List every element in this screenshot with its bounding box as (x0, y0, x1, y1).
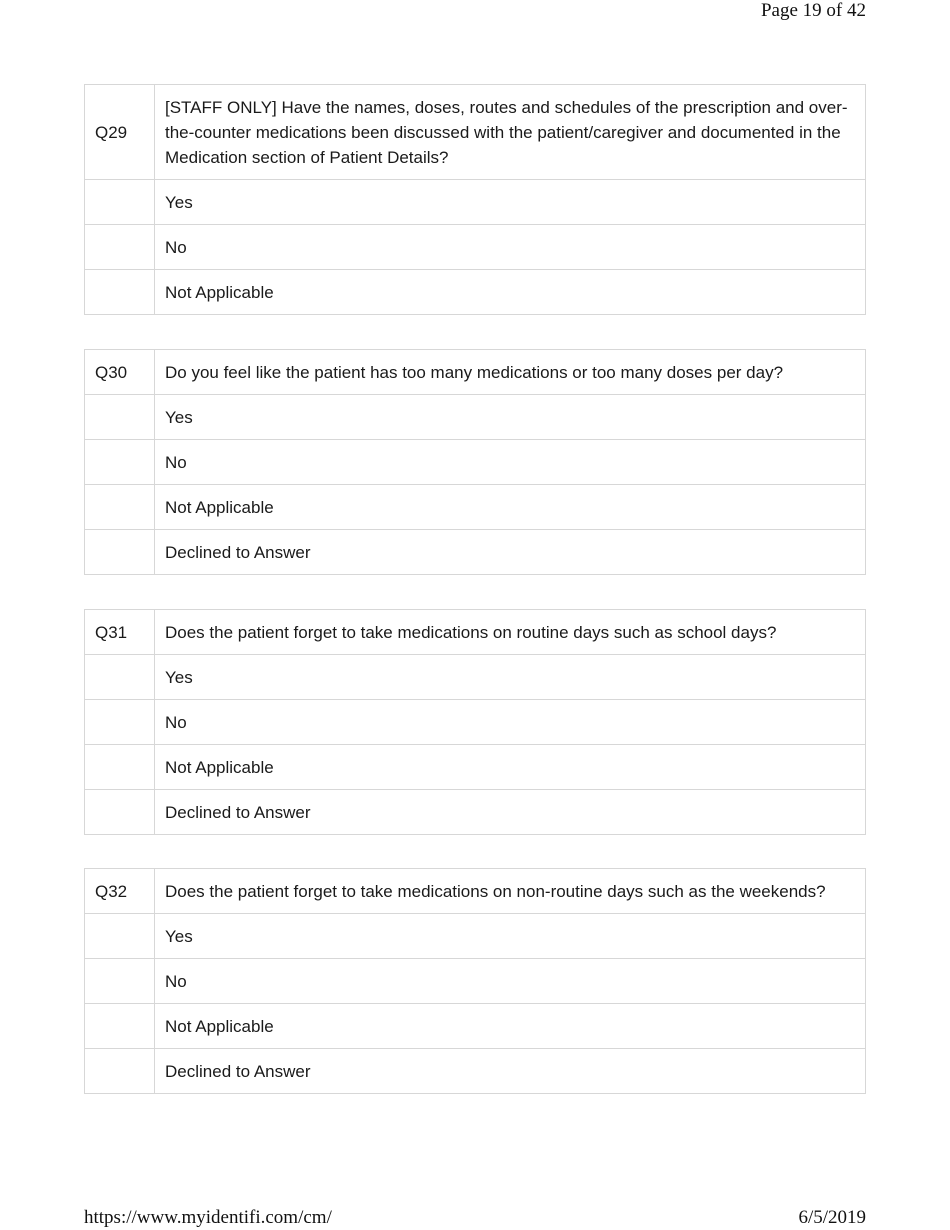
page-number: Page 19 of 42 (760, 0, 866, 21)
option-label[interactable]: Not Applicable (155, 270, 866, 315)
option-row[interactable] (85, 485, 866, 530)
option-label[interactable]: Declined to Answer (155, 790, 866, 835)
option-row[interactable] (85, 225, 866, 270)
option-label[interactable]: Not Applicable (155, 485, 866, 530)
question-row (85, 85, 866, 180)
option-label[interactable]: No (155, 440, 866, 485)
option-row[interactable] (85, 700, 866, 745)
question-table-q31 (84, 609, 866, 835)
option-label[interactable]: Not Applicable (155, 1004, 866, 1049)
option-row[interactable] (85, 790, 866, 835)
option-row[interactable] (85, 655, 866, 700)
question-text: Does the patient forget to take medications on routine days such as school days? (155, 610, 866, 655)
question-number: Q32 (85, 869, 155, 914)
option-label[interactable]: Declined to Answer (155, 1049, 866, 1094)
question-number: Q31 (85, 610, 155, 655)
question-table-q30 (84, 349, 866, 575)
option-label[interactable]: Yes (155, 655, 866, 700)
question-table-q29 (84, 84, 866, 315)
question-table-q32 (84, 868, 866, 1094)
option-label[interactable]: No (155, 700, 866, 745)
option-row[interactable] (85, 745, 866, 790)
question-row (85, 350, 866, 395)
option-row[interactable] (85, 1004, 866, 1049)
question-number: Q30 (85, 350, 155, 395)
option-row[interactable] (85, 270, 866, 315)
question-text: Do you feel like the patient has too many medications or too many doses per day? (155, 350, 866, 395)
option-row[interactable] (85, 1049, 866, 1094)
question-text: [STAFF ONLY] Have the names, doses, routes and schedules of the prescription and over-the-counter medications been discussed with the patient/caregiver and documented in the Medication section of Patient Details? (155, 85, 866, 180)
question-text: Does the patient forget to take medications on non-routine days such as the weekends? (155, 869, 866, 914)
option-label[interactable]: No (155, 225, 866, 270)
question-row (85, 610, 866, 655)
option-row[interactable] (85, 530, 866, 575)
option-row[interactable] (85, 959, 866, 1004)
footer-date: 6/5/2019 (798, 1207, 866, 1228)
option-label[interactable]: Not Applicable (155, 745, 866, 790)
question-number: Q29 (85, 85, 155, 180)
question-row (85, 869, 866, 914)
option-row[interactable] (85, 180, 866, 225)
option-label[interactable]: Yes (155, 395, 866, 440)
option-row[interactable] (85, 914, 866, 959)
option-label[interactable]: Declined to Answer (155, 530, 866, 575)
option-label[interactable]: Yes (155, 914, 866, 959)
option-row[interactable] (85, 395, 866, 440)
option-row[interactable] (85, 440, 866, 485)
option-label[interactable]: No (155, 959, 866, 1004)
option-label[interactable]: Yes (155, 180, 866, 225)
footer-url: https://www.myidentifi.com/cm/ (84, 1207, 332, 1228)
